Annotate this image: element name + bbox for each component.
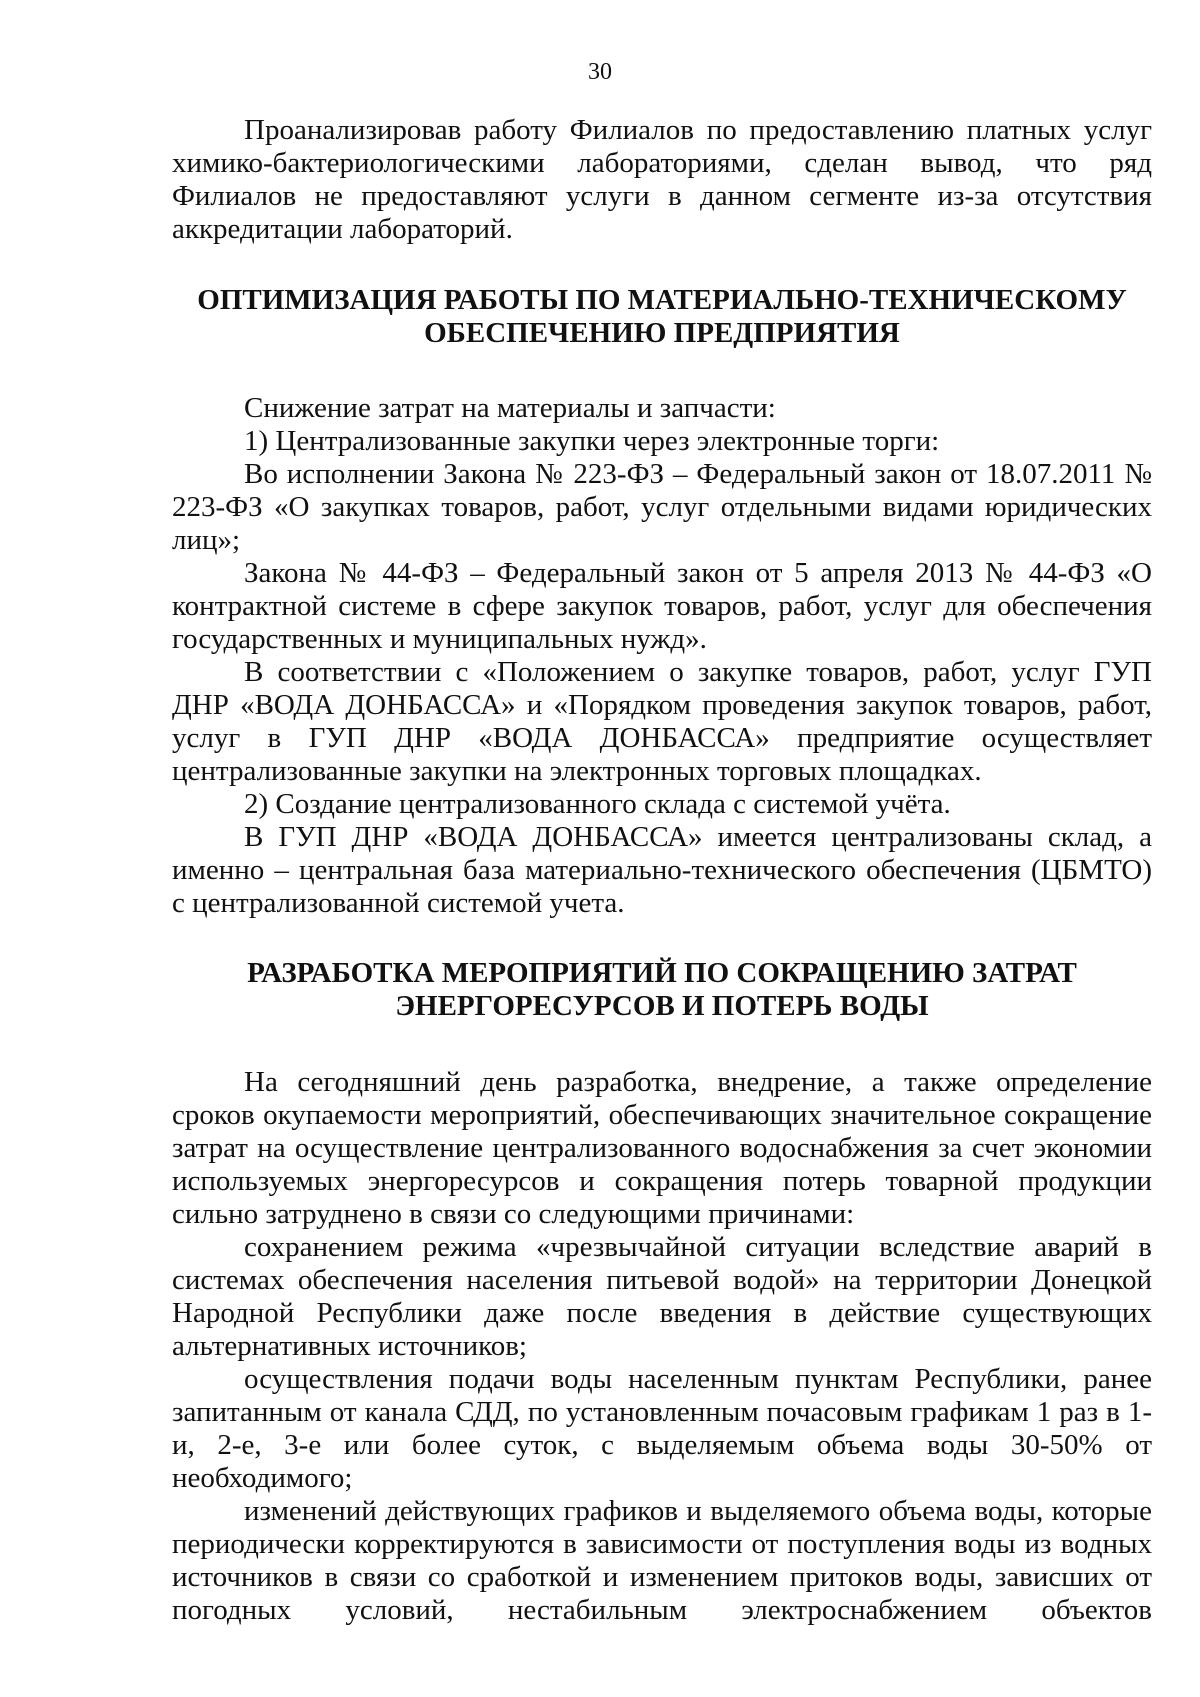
paragraph-law-223: Во исполнении Закона № 223-ФЗ – Федеральный закон от 18.07.2011 № 223-ФЗ «О закупках товаров, работ, услуг отдельными видами юридических лиц»;	[172, 458, 1152, 556]
paragraph-water-supply-schedule: осуществления подачи воды населенным пунктам Республики, ранее запитанным от канала СДД, по установленным почасовым графикам 1 раз в 1-и, 2-е, 3-е или более суток, с выделяемым объема воды 30-50% от необходимого;	[172, 1363, 1152, 1494]
section-heading-energy	[172, 957, 1152, 1023]
section-heading-line: ОБЕСПЕЧЕНИЮ ПРЕДПРИЯТИЯ	[424, 317, 900, 349]
page-number: 30	[588, 59, 612, 85]
list-item-central-warehouse: 2) Создание централизованного склада с системой учёта.	[244, 788, 951, 820]
list-item-centralized-procurement: 1) Централизованные закупки через электронные торги:	[244, 425, 940, 457]
paragraph-cbmto: В ГУП ДНР «ВОДА ДОНБАССА» имеется централизованы склад, а именно – центральная база материально-технического обеспечения (ЦБМТО) с централизованной системой учета.	[172, 821, 1152, 919]
paragraph-procurement-regulation: В соответствии с «Положением о закупке товаров, работ, услуг ГУП ДНР «ВОДА ДОНБАССА» и «Порядком проведения закупок товаров, работ, услуг в ГУП ДНР «ВОДА ДОНБАССА» предприятие осуществляет централизованные закупки на электронных торговых площадках.	[172, 656, 1152, 787]
paragraph-cost-reduction: Снижение затрат на материалы и запчасти:	[244, 392, 776, 424]
section-heading-optimization	[172, 284, 1152, 350]
paragraph-law-44: Закона № 44-ФЗ – Федеральный закон от 5 апреля 2013 № 44-ФЗ «О контрактной системе в сфере закупок товаров, работ, услуг для обеспечения государственных и муниципальных нужд».	[172, 557, 1152, 655]
page-content	[172, 114, 1152, 1627]
section-heading-line: РАЗРАБОТКА МЕРОПРИЯТИЙ ПО СОКРАЩЕНИЮ ЗАТРАТ	[247, 957, 1077, 989]
paragraph-emergency-regime: сохранением режима «чрезвычайной ситуации вследствие аварий в системах обеспечения населения питьевой водой» на территории Донецкой Народной Республики даже после введения в действие существующих альтернативных источников;	[172, 1231, 1152, 1362]
intro-paragraph: Проанализировав работу Филиалов по предоставлению платных услуг химико-бактериологическими лабораториями, сделан вывод, что ряд Филиалов не предоставляют услуги в данном сегменте из-за отсутствия аккредитации лабораторий.	[172, 114, 1152, 245]
paragraph-difficulties: На сегодняшний день разработка, внедрение, а также определение сроков окупаемости мероприятий, обеспечивающих значительное сокращение затрат на осуществление централизованного водоснабжения за счет экономии используемых энергоресурсов и сокращения потерь товарной продукции сильно затруднено в связи со следующими причинами:	[172, 1066, 1152, 1230]
paragraph-schedule-changes: изменений действующих графиков и выделяемого объема воды, которые периодически корректируются в зависимости от поступления воды из водных источников в связи со сработкой и изменением притоков воды, зависших от погодных условий, нестабильным электроснабжением объектов	[172, 1495, 1152, 1626]
section-heading-line: ЭНЕРГОРЕСУРСОВ И ПОТЕРЬ ВОДЫ	[395, 990, 929, 1022]
section-heading-line: ОПТИМИЗАЦИЯ РАБОТЫ ПО МАТЕРИАЛЬНО-ТЕХНИЧЕСКОМУ	[197, 284, 1127, 316]
